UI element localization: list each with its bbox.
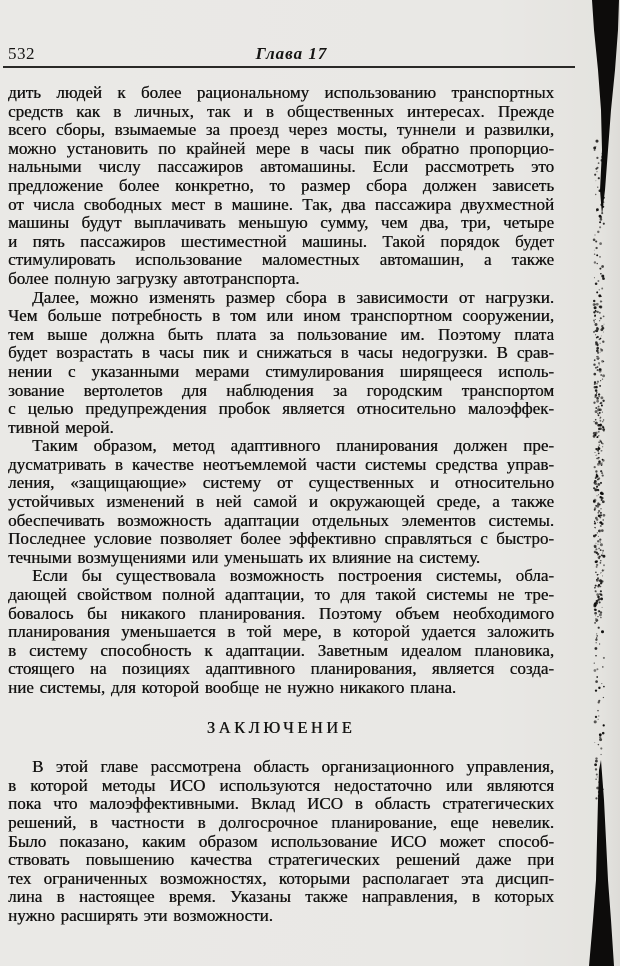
text-line: можно установить по крайней мере в часы пик обратно пропорцио- [8,138,554,158]
text-line: тех ограниченных возможностях, которыми располагает эта дисцип- [8,868,554,888]
text-line: с целью предупреждения пробок является относительно малоэффек- [8,399,554,419]
text-line: обеспечивать возможность адаптации отдельных элементов системы. [8,510,554,530]
text-line: в систему способность к адаптации. Заветным идеалом плановика, [8,640,554,660]
text-line: течными возмущениями или уменьшать их влияние на систему. [8,547,481,567]
page-body-text [8,84,554,926]
text-line: дусматривать в качестве неотъемлемой части системы средства управ- [8,454,554,474]
text-line: тем выше должна быть плата за пользование им. Поэтому плата [8,324,554,344]
paragraph [8,758,554,925]
text-line: Последнее условие позволяет более эффективно справляться с быстро- [8,529,554,549]
text-line: средств как в личных, так и в общественных интересах. Прежде [8,101,554,121]
text-line: стимулировать использование маломестных автомашин, а также [8,250,554,270]
paragraph [8,437,554,567]
text-line: и пять пассажиров шестиместной машины. Такой порядок будет [8,231,554,251]
text-line: нальными числу пассажиров автомашины. Если рассмотреть это [8,157,554,177]
text-line: пока что малоэффективными. Вклад ИСО в область стратегических [8,794,554,814]
text-line: всего сборы, взымаемые за проезд через мосты, туннели и развилки, [8,120,554,140]
paragraph [8,567,554,697]
running-head [8,44,575,64]
text-line: Чем больше потребность в том или ином транспортном сооружении, [8,306,554,326]
text-line: Таким образом, метод адаптивного планирования должен пре- [32,436,554,456]
section-heading: ЗАКЛЮЧЕНИЕ [206,717,356,737]
text-line: машины будут выплачивать меньшую сумму, чем два, три, четыре [8,213,554,233]
text-line: более полную загрузку автотранспорта. [8,268,300,288]
text-line: бовалось бы никакого планирования. Поэтому объем необходимого [8,603,554,623]
text-line: лина в настоящее время. Указаны также направления, в которых [8,887,554,907]
chapter-running-title: Глава 17 [255,44,328,63]
text-line: Было показано, каким образом использование ИСО может способ- [8,831,554,851]
book-binding-scan-artifact [575,0,620,966]
text-line: предложение более конкретно, то размер сбора должен зависеть [8,175,554,195]
text-line: Далее, можно изменять размер сбора в зависимости от нагрузки. [32,287,554,307]
text-line: нужно расширять эти возможности. [8,905,273,925]
text-line: будет возрастать в часы пик и снижаться в часы недогрузки. В срав- [8,343,554,363]
page-number: 532 [8,44,35,63]
header-rule [3,66,575,68]
text-line: нении с указанными мерами стимулирования ширящееся исполь- [8,361,554,381]
text-line: В этой главе рассмотрена область организационного управления, [32,757,554,777]
text-line: дить людей к более рациональному использованию транспортных [8,83,554,102]
text-line: Если бы существовала возможность построения системы, обла- [32,566,554,586]
text-line: от числа свободных мест в машине. Так, два пассажира двухместной [8,194,554,214]
text-line: ления, «защищающие» систему от существенных и относительно [8,473,554,493]
text-line: зование вертолетов для наблюдения за городским транспортом [8,380,554,400]
text-line: ствовать повышению качества стратегических решений даже при [8,850,554,870]
text-line: устойчивых изменений в ней самой и окружающей среде, а также [8,492,554,512]
text-line: дающей свойством полной адаптации, то для такой системы не тре- [8,585,554,605]
text-line: тивной мерой. [8,417,114,437]
text-line: решений, в частности в долгосрочное планирование, еще невелик. [8,812,554,832]
text-line: в которой методы ИСО используются недостаточно или являются [8,775,554,795]
text-line: стоящего на позициях адаптивного планирования, является созда- [8,659,554,679]
text-line: ние системы, для которой вообще не нужно никакого плана. [8,678,457,697]
paragraph [8,84,554,289]
text-line: планирования уменьшается в той мере, в которой удается заложить [8,622,554,642]
paragraph [8,289,554,438]
